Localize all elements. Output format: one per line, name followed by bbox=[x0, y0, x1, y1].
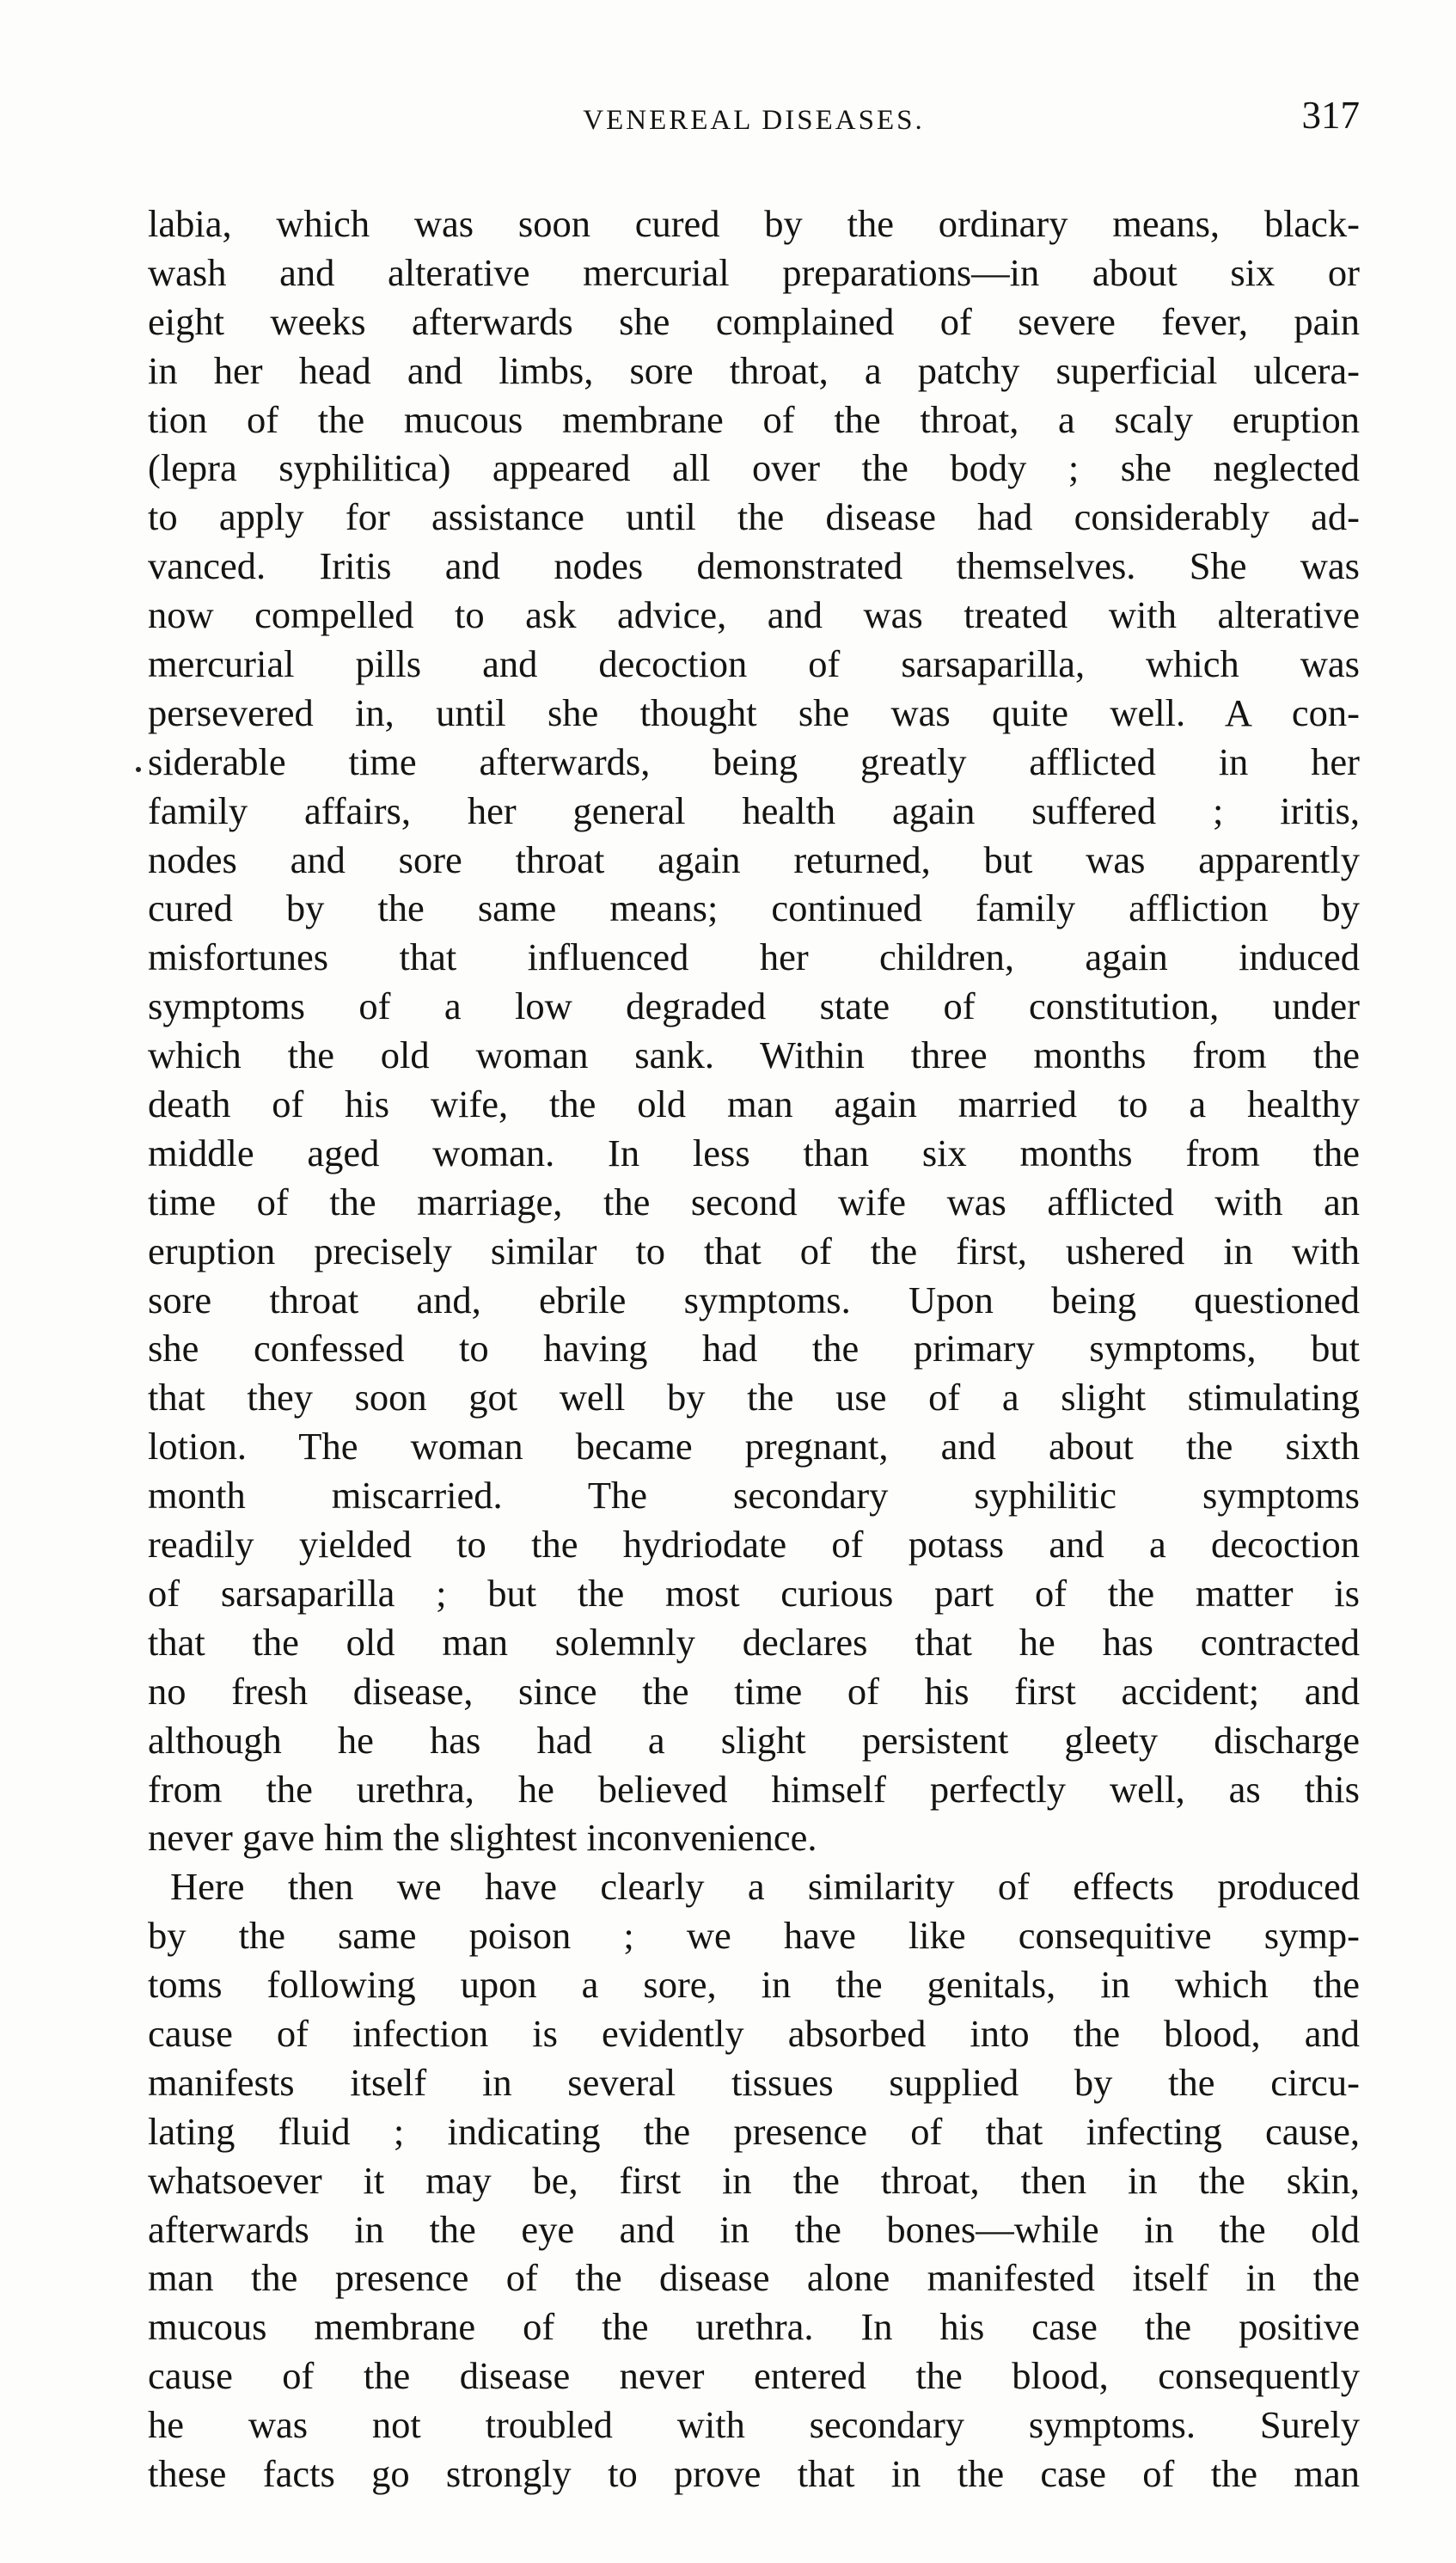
text-line: these facts go strongly to prove that in the case of the man bbox=[148, 2451, 1360, 2495]
text-line: she confessed to having had the primary symptoms, but bbox=[148, 1327, 1360, 1370]
text-line: sore throat and, ebrile symptoms. Upon being questioned bbox=[148, 1278, 1360, 1321]
text-line: family affairs, her general health again suffered ; iritis, bbox=[148, 788, 1360, 832]
text-line: mercurial pills and decoction of sarsaparilla, which was bbox=[148, 642, 1360, 686]
running-head bbox=[148, 93, 1360, 153]
text-line: persevered in, until she thought she was quite well. A con- bbox=[148, 690, 1360, 734]
text-line: (lepra syphilitica) appeared all over the body ; she neglected bbox=[148, 446, 1360, 490]
text-line: tion of the mucous membrane of the throat, a scaly eruption bbox=[148, 397, 1360, 441]
text-line: now compelled to ask advice, and was treated with alterative bbox=[148, 593, 1360, 637]
text-line: lating fluid ; indicating the presence of that infecting cause, bbox=[148, 2109, 1360, 2153]
text-line: although he has had a slight persistent gleety discharge bbox=[148, 1718, 1360, 1762]
text-line: afterwards in the eye and in the bones—while in the old bbox=[148, 2207, 1360, 2251]
text-line: by the same poison ; we have like consequitive symp- bbox=[148, 1914, 1360, 1958]
text-line: cured by the same means; continued family affliction by bbox=[148, 886, 1360, 930]
paragraph-first-line: Here then we have clearly a similarity of effects produced bbox=[170, 1865, 1360, 1909]
text-line: toms following upon a sore, in the genitals, in which the bbox=[148, 1963, 1360, 2007]
margin-mark bbox=[136, 767, 141, 772]
text-line: that the old man solemnly declares that he has contracted bbox=[148, 1620, 1360, 1664]
text-line: mucous membrane of the urethra. In his case the positive bbox=[148, 2305, 1360, 2349]
text-line: vanced. Iritis and nodes demonstrated themselves. She was bbox=[148, 544, 1360, 588]
text-line: lotion. The woman became pregnant, and about the sixth bbox=[148, 1425, 1360, 1469]
text-line: cause of the disease never entered the blood, consequently bbox=[148, 2354, 1360, 2398]
text-line: to apply for assistance until the disease had considerably ad- bbox=[148, 495, 1360, 539]
text-line: nodes and sore throat again returned, but was apparently bbox=[148, 837, 1360, 881]
text-line: month miscarried. The secondary syphilitic symptoms bbox=[148, 1474, 1360, 1518]
text-line: wash and alterative mercurial preparations—in about six or bbox=[148, 250, 1360, 294]
text-line: manifests itself in several tissues supplied by the circu- bbox=[148, 2060, 1360, 2104]
text-line: man the presence of the disease alone manifested itself in the bbox=[148, 2256, 1360, 2300]
text-line: no fresh disease, since the time of his first accident; and bbox=[148, 1669, 1360, 1713]
body-text bbox=[148, 199, 1360, 2499]
text-line: readily yielded to the hydriodate of potass and a decoction bbox=[148, 1523, 1360, 1567]
text-line: misfortunes that influenced her children, again induced bbox=[148, 935, 1360, 979]
text-line: death of his wife, the old man again married to a healthy bbox=[148, 1082, 1360, 1126]
text-line: eight weeks afterwards she complained of severe fever, pain bbox=[148, 299, 1360, 343]
text-line: labia, which was soon cured by the ordinary means, black- bbox=[148, 202, 1360, 245]
paragraph-last-line: never gave him the slightest inconvenience. bbox=[148, 1816, 817, 1860]
text-line: eruption precisely similar to that of the first, ushered in with bbox=[148, 1229, 1360, 1272]
text-line: symptoms of a low degraded state of constitution, under bbox=[148, 984, 1360, 1028]
text-line: from the urethra, he believed himself perfectly well, as this bbox=[148, 1767, 1360, 1811]
text-line: which the old woman sank. Within three months from the bbox=[148, 1033, 1360, 1077]
running-title: VENEREAL DISEASES. bbox=[583, 105, 925, 136]
text-line: whatsoever it may be, first in the throat, then in the skin, bbox=[148, 2158, 1360, 2202]
text-line: cause of infection is evidently absorbed into the blood, and bbox=[148, 2011, 1360, 2055]
page-number: 317 bbox=[1301, 94, 1360, 137]
text-line: he was not troubled with secondary symptoms. Surely bbox=[148, 2403, 1360, 2447]
text-line: in her head and limbs, sore throat, a patchy superficial ulcera- bbox=[148, 348, 1360, 392]
text-line: that they soon got well by the use of a slight stimulating bbox=[148, 1376, 1360, 1419]
text-line: time of the marriage, the second wife was afflicted with an bbox=[148, 1180, 1360, 1223]
text-line: siderable time afterwards, being greatly afflicted in her bbox=[148, 739, 1360, 783]
text-line: of sarsaparilla ; but the most curious part of the matter is bbox=[148, 1571, 1360, 1615]
text-line: middle aged woman. In less than six months from the bbox=[148, 1131, 1360, 1174]
